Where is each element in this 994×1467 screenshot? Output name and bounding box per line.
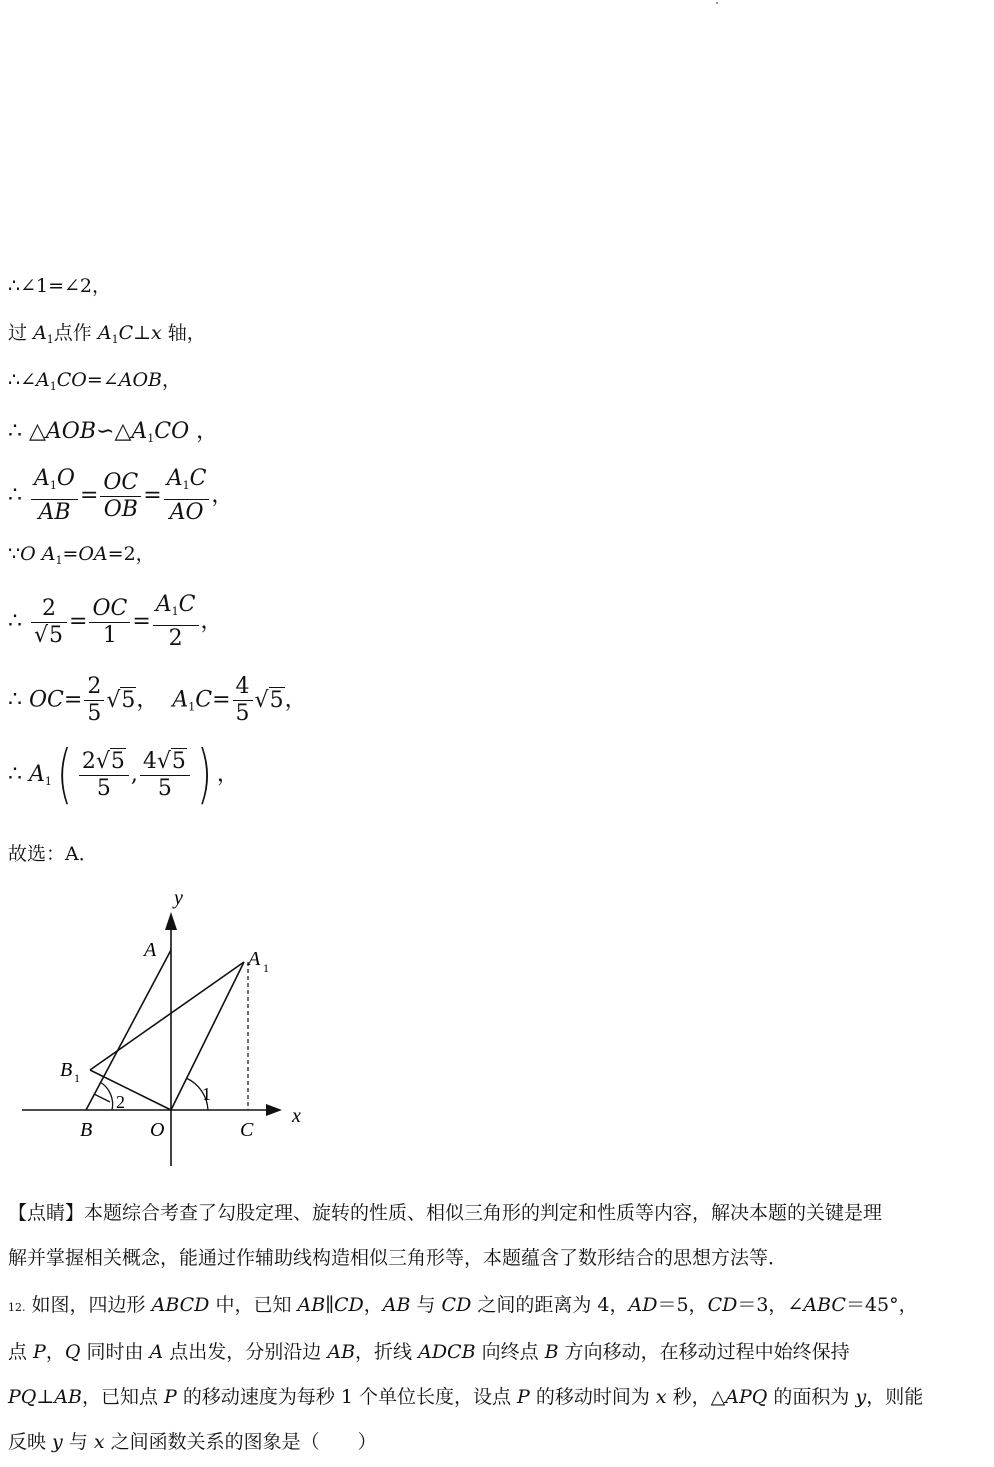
step-line-6: ∵O $A_1=OA=2$， xyxy=(8,543,155,567)
fraction: $\frac{2}{5}$ xyxy=(84,674,104,727)
fraction: $\frac{OC}{1}$ xyxy=(89,596,130,649)
speck xyxy=(716,2,718,4)
step-line-2: 过 $A_1$点作 $A_1C\perp x$ 轴， xyxy=(8,322,206,346)
step-line-7: ∴ $\frac{2}{√5}$ = $\frac{OC}{1}$ = $\frac{A_1C}{2}$ ， xyxy=(8,592,223,651)
fraction: $\frac{4}{5}$ xyxy=(233,674,253,727)
label-A1: A xyxy=(248,948,261,970)
question-line-1: 12. 如图，四边形 ABCD 中，已知 AB∥CD，AB 与 CD 之间的距离为 4，AD＝5，CD＝3，∠ABC＝45°， xyxy=(8,1294,918,1316)
fraction: $\frac{A_1C}{AO}$ xyxy=(164,466,210,526)
segment-BA xyxy=(86,950,171,1110)
fraction: $\frac{OC}{OB}$ xyxy=(100,470,141,523)
question-12 xyxy=(8,1283,988,1465)
label-y: y xyxy=(174,887,183,909)
fraction: $\frac{A_1O}{AB}$ xyxy=(31,466,78,526)
label-A1-sub: 1 xyxy=(263,961,269,975)
segment-B1A1 xyxy=(90,962,244,1070)
fraction: $\frac{2√5}{5}$ xyxy=(79,749,129,802)
question-line-3: PQ⊥AB，已知点 P 的移动速度为每秒 1 个单位长度，设点 P 的移动时间为 x 秒，△APQ 的面积为 y，则能 xyxy=(8,1386,924,1408)
label-C: C xyxy=(240,1119,254,1141)
step-line-4: ∴ $\triangle AOB∽\triangle A_1CO$ ， xyxy=(8,419,219,445)
question-line-4: 反映 y 与 x 之间函数关系的图象是（ ） xyxy=(8,1431,377,1453)
label-angle-1: 1 xyxy=(202,1084,211,1104)
label-B: B xyxy=(80,1119,93,1141)
fraction: $\frac{A_1C}{2}$ xyxy=(153,592,199,652)
label-A: A xyxy=(144,939,157,961)
coordinate-figure xyxy=(16,882,316,1172)
label-B1-sub: 1 xyxy=(74,1071,80,1085)
x-axis-arrow xyxy=(266,1104,282,1116)
answer-line: 故选：A． xyxy=(8,843,98,865)
step-line-9: ∴ $A_1$( $\frac{2√5}{5}$ , $\frac{4√5}{5}$ ) ， xyxy=(8,738,239,812)
angle-2-arc xyxy=(100,1082,113,1110)
step-line-5: ∴ $\frac{A_1O}{AB}$ = $\frac{OC}{OB}$ = $\frac{A_1C}{AO}$ ， xyxy=(8,466,234,525)
fraction: $\frac{2}{√5}$ xyxy=(31,596,67,649)
label-x: x xyxy=(292,1105,301,1127)
label-B1: B xyxy=(60,1059,73,1081)
fraction: $\frac{4√5}{5}$ xyxy=(140,749,190,802)
step-line-3: $\therefore\angle A_1CO=\angle AOB$， xyxy=(8,369,181,393)
label-O: O xyxy=(150,1119,165,1141)
segment-B1O xyxy=(90,1070,171,1110)
step-line-8: ∴ OC= $\frac{2}{5}$ √5， $A_1C=$ $\frac{4}{5}$ √5， xyxy=(8,674,307,726)
step-line-1: ∴∠1=∠2， xyxy=(8,275,112,297)
question-line-2: 点 P，Q 同时由 A 点出发，分别沿边 AB，折线 ADCB 向终点 B 方向移动，在移动过程中始终保持 xyxy=(8,1341,850,1363)
angle-2-tick xyxy=(94,1094,110,1102)
comment-paragraph: 【点睛】本题综合考查了勾股定理、旋转的性质、相似三角形的判定和性质等内容，解决本题的关键是理 解并掌握相关概念，能通过作辅助线构造相似三角形等，本题蕴含了数形结合的思想方法等． xyxy=(8,1202,883,1269)
y-axis-arrow xyxy=(165,912,177,930)
label-angle-2: 2 xyxy=(116,1092,125,1112)
